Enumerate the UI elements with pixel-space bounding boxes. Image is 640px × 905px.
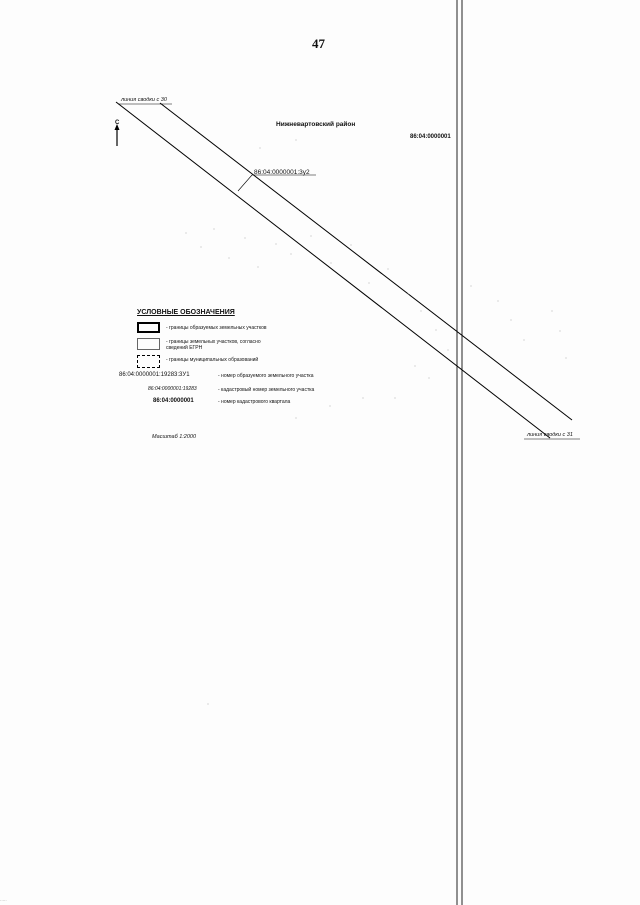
- parcel-leader-line: [238, 175, 252, 191]
- legend-swatch-registered-parcel-boundary: [137, 338, 160, 350]
- legend-description: - границы земельных участков, согласно: [166, 339, 261, 345]
- legend-description: сведений ЕГРН: [166, 345, 203, 351]
- scan-speckle: [186, 140, 567, 705]
- match-line-top-label: линия сводки с 30: [121, 97, 167, 103]
- corner-mark: ·····: [0, 898, 7, 903]
- legend-sample-new-parcel-number: 86:04:0000001:19283:3У1: [119, 372, 190, 378]
- legend-description: - кадастровый номер земельного участка: [218, 387, 315, 393]
- legend-swatch-new-parcel-boundary: [137, 322, 160, 333]
- legend-sample-quarter-number: 86:04:0000001: [153, 398, 194, 404]
- legend-title: УСЛОВНЫЕ ОБОЗНАЧЕНИЯ: [137, 309, 235, 316]
- parcel-label: 86:04:0000001:3у2: [254, 169, 310, 176]
- scale-label: Масштаб 1:2000: [152, 434, 197, 440]
- cadastral-quarter-label: 86:04:0000001: [410, 134, 451, 140]
- legend-description: - границы образуемых земельных участков: [166, 325, 267, 331]
- north-letter: С: [115, 120, 120, 126]
- legend-swatch-municipal-boundary: [137, 355, 160, 368]
- legend-sample-cadastral-number: 86:04:0000001:19283: [148, 386, 197, 392]
- page-number: 47: [312, 36, 325, 51]
- legend-description: - номер образуемого земельного участка: [218, 373, 314, 379]
- legend-description: - границы муниципальных образований: [166, 357, 259, 363]
- match-line-bottom-label: линия сводки с 31: [527, 432, 573, 438]
- district-label: Нижневартовский район: [276, 121, 356, 128]
- legend-description: - номер кадастрового квартала: [218, 399, 291, 405]
